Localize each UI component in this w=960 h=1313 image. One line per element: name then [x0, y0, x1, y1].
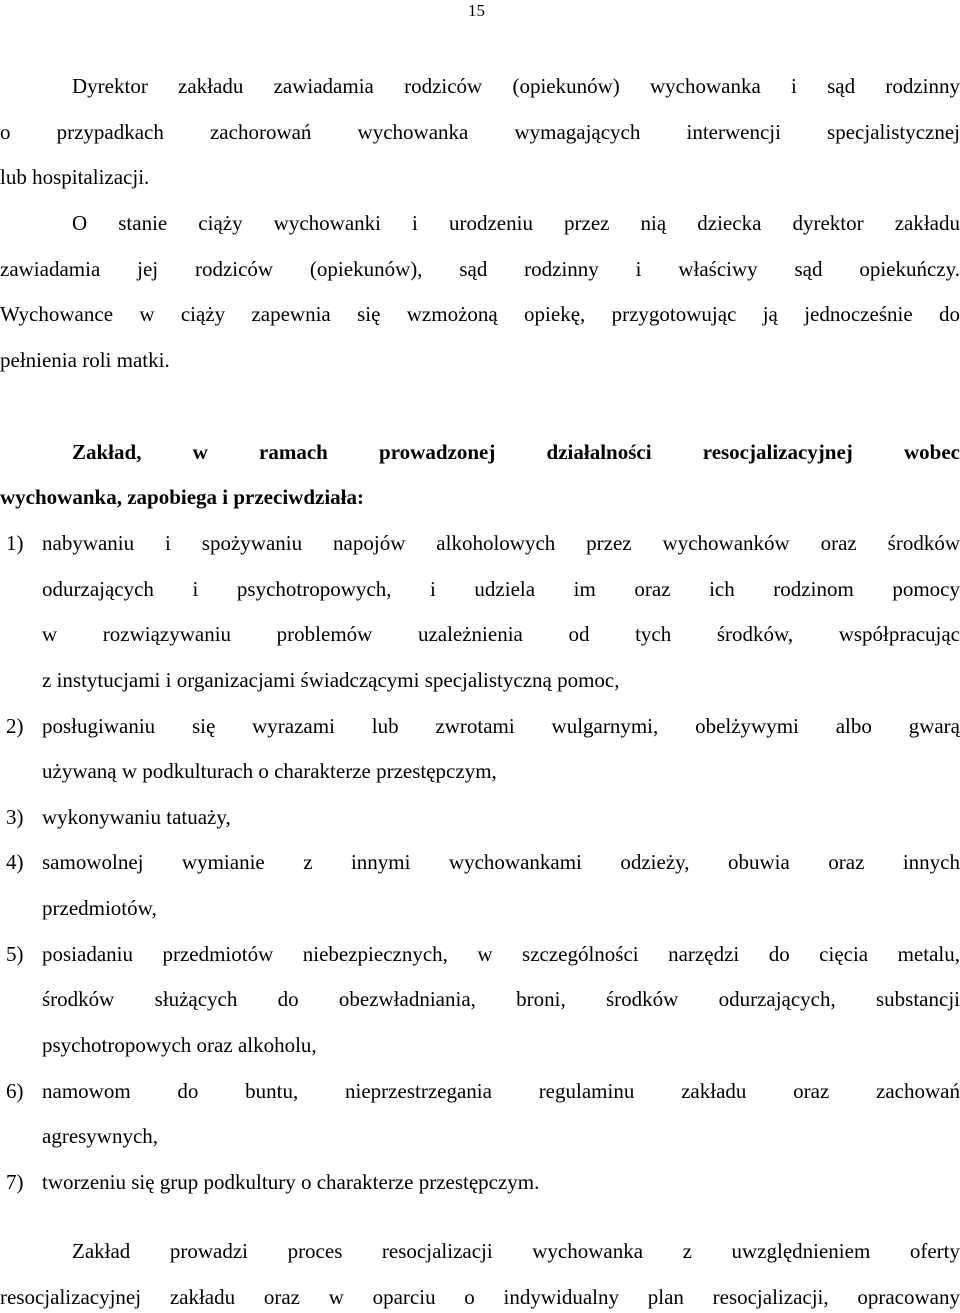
text-line: lub hospitalizacji. [0, 165, 150, 189]
text-line: psychotropowych oraz alkoholu, [42, 1033, 317, 1057]
text-line: używaną w podkulturach o charakterze przestępczym, [42, 759, 497, 783]
text-line: wychowanka, zapobiega i przeciwdziała: [0, 485, 364, 509]
list-item-number: 1) [6, 531, 24, 555]
list-item-number: 7) [6, 1170, 24, 1194]
text-line: zawiadamia jej rodziców (opiekunów), sąd rodzinny i właściwy sąd opiekuńczy. [0, 257, 960, 281]
text-line: pełnienia roli matki. [0, 348, 170, 372]
list-item-number: 2) [6, 714, 24, 738]
text-line: nabywaniu i spożywaniu napojów alkoholowych przez wychowanków oraz środków [42, 531, 960, 555]
text-line: wykonywaniu tatuaży, [42, 805, 231, 829]
text-line: o przypadkach zachorowań wychowanka wymagających interwencji specjalistycznej [0, 120, 960, 144]
list-item-number: 5) [6, 942, 24, 966]
text-line: Wychowance w ciąży zapewnia się wzmożoną opiekę, przygotowując ją jednocześnie do [0, 302, 960, 326]
text-line: posługiwaniu się wyrazami lub zwrotami wulgarnymi, obelżywymi albo gwarą [42, 714, 960, 738]
text-line: Dyrektor zakładu zawiadamia rodziców (opiekunów) wychowanka i sąd rodzinny [72, 74, 960, 98]
text-line: Zakład, w ramach prowadzonej działalności resocjalizacyjnej wobec [72, 440, 960, 464]
list-item-number: 4) [6, 850, 24, 874]
page-number: 15 [468, 1, 485, 20]
text-line: resocjalizacyjnej zakładu oraz w oparciu o indywidualny plan resocjalizacji, opracowany [0, 1285, 960, 1309]
text-line: środków służących do obezwładniania, broni, środków odurzających, substancji [42, 987, 960, 1011]
text-line: namowom do buntu, nieprzestrzegania regulaminu zakładu oraz zachowań [42, 1079, 960, 1103]
text-line: Zakład prowadzi proces resocjalizacji wychowanka z uwzględnieniem oferty [72, 1239, 960, 1263]
text-line: w rozwiązywaniu problemów uzależnienia od tych środków, współpracując [42, 622, 960, 646]
text-line: agresywnych, [42, 1124, 159, 1148]
text-line: tworzeniu się grup podkultury o charakterze przestępczym. [42, 1170, 540, 1194]
list-item-number: 3) [6, 805, 24, 829]
list-item-number: 6) [6, 1079, 24, 1103]
text-line: posiadaniu przedmiotów niebezpiecznych, w szczególności narzędzi do cięcia metalu, [42, 942, 960, 966]
text-line: O stanie ciąży wychowanki i urodzeniu przez nią dziecka dyrektor zakładu [72, 211, 960, 235]
text-line: samowolnej wymianie z innymi wychowankami odzieży, obuwia oraz innych [42, 850, 960, 874]
text-line: przedmiotów, [42, 896, 157, 920]
text-line: z instytucjami i organizacjami świadczącymi specjalistyczną pomoc, [42, 668, 620, 692]
text-line: odurzających i psychotropowych, i udziela im oraz ich rodzinom pomocy [42, 577, 960, 601]
